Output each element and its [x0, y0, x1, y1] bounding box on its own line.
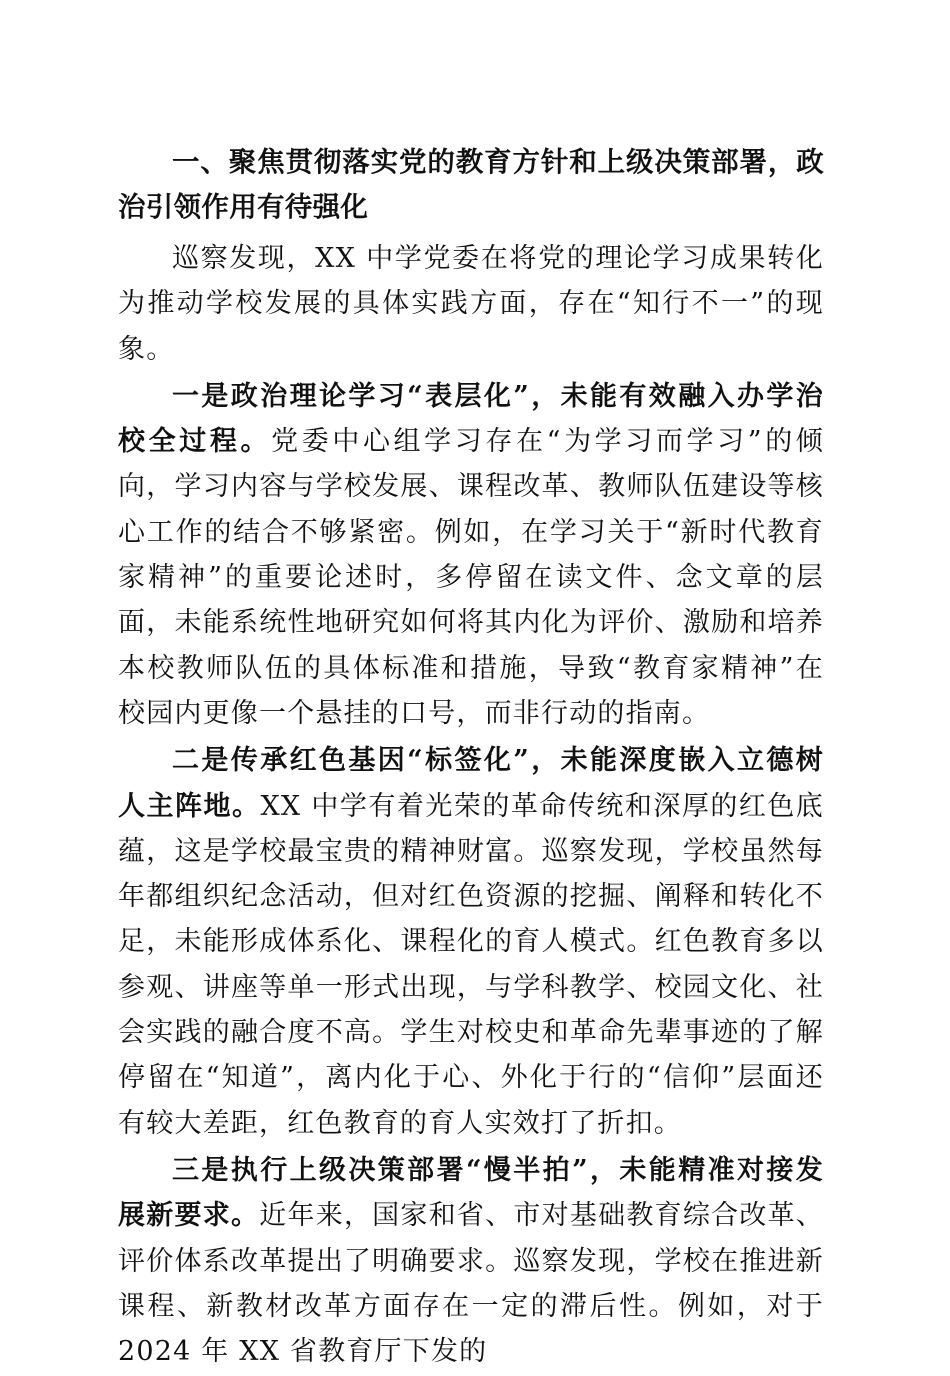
point-paragraph-2: [118, 738, 824, 1146]
point-lead-2: 二是传承红色基因“标签化”，未能深度嵌入立德树人主阵地。: [118, 745, 824, 822]
intro-paragraph: 巡察发现，XX 中学党委在将党的理论学习成果转化为推动学校发展的具体实践方面，存在“知行不一”的现象。: [118, 243, 824, 365]
point-lead-1: 一是政治理论学习“表层化”，未能有效融入办学治校全过程。: [118, 380, 824, 458]
point-body-3: 近年来，国家和省、市对基础教育综合改革、评价体系改革提出了明确要求。巡察发现，学校在推进新课程、新教材改革方面存在一定的滞后性。例如，对于 2024 年 XX 省教育厅下发的: [118, 1200, 825, 1368]
document-body: [118, 140, 824, 1376]
section-heading: 一、聚焦贯彻落实党的教育方针和上级决策部署，政治引领作用有待强化: [118, 146, 824, 223]
point-body-2: XX 中学有着光荣的革命传统和深厚的红色底蕴，这是学校最宝贵的精神财富。巡察发现，学校虽然每年都组织纪念活动，但对红色资源的挖掘、阐释和转化不足，未能形成体系化、课程化的育人模式。红色教育多以参观、讲座等单一形式出现，与学科教学、校园文化、社会实践的融合度不高。学生对校史和革命先辈事迹的了解停留在“知道”，离内化于心、外化于行的“信仰”层面还有较大差距，红色教育的育人实效打了折扣。: [118, 790, 825, 1139]
point-lead-3: 三是执行上级决策部署“慢半拍”，未能精准对接发展新要求。: [118, 1154, 824, 1232]
point-paragraph-3: [118, 1148, 824, 1374]
point-paragraph-1: [118, 374, 824, 736]
point-body-1: 党委中心组学习存在“为学习而学习”的倾向，学习内容与学校发展、课程改革、教师队伍建设等核心工作的结合不够紧密。例如，在学习关于“新时代教育家精神”的重要论述时，多停留在读文件、念文章的层面，未能系统性地研究如何将其内化为评价、激励和培养本校教师队伍的具体标准和措施，导致“教育家精神”在校园内更像一个悬挂的口号，而非行动的指南。: [118, 426, 825, 729]
